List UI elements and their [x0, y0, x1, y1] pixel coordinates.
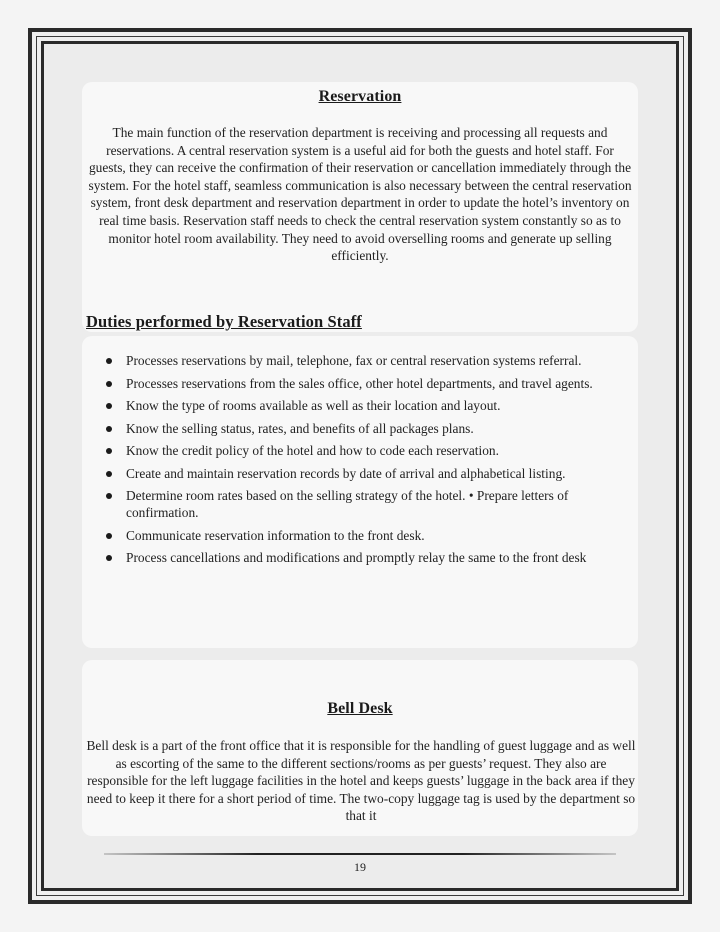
- list-item: [104, 549, 628, 566]
- list-item-text: Know the type of rooms available as well as their location and layout.: [126, 398, 501, 413]
- duties-list: [104, 352, 628, 572]
- footer-divider: [104, 853, 616, 855]
- bullet-icon: [106, 381, 112, 387]
- bullet-icon: [106, 403, 112, 409]
- list-item-text: Processes reservations from the sales office, other hotel departments, and travel agents.: [126, 375, 593, 391]
- bullet-icon: [106, 533, 112, 539]
- list-item-text: Know the selling status, rates, and benefits of all packages plans.: [126, 420, 474, 436]
- list-item-text: Create and maintain reservation records by date of arrival and alphabetical listing.: [126, 465, 566, 481]
- duties-heading: Duties performed by Reservation Staff: [86, 312, 362, 331]
- bell-desk-paragraph: Bell desk is a part of the front office that it is responsible for the handling of guest luggage and as well as escorting of the same to the different sections/rooms as per guests’ request. They also are responsible for the left luggage facilities in the hotel and keeps guests’ luggage in the back area if they need to keep it there for a short period of time. The two-copy luggage tag is used by the department so that it: [86, 738, 636, 824]
- list-item: [104, 465, 628, 482]
- bullet-icon: [106, 493, 112, 499]
- list-item-text: Know the credit policy of the hotel and how to code each reservation.: [126, 443, 499, 458]
- page-number: 19: [354, 860, 366, 874]
- list-item-text: Communicate reservation information to the front desk.: [126, 527, 425, 543]
- list-item: [104, 375, 628, 392]
- bullet-icon: [106, 471, 112, 477]
- list-item: [104, 420, 628, 437]
- bell-desk-heading: Bell Desk: [327, 700, 393, 717]
- reservation-heading: Reservation: [318, 88, 402, 105]
- list-item: [104, 352, 628, 369]
- list-item: [104, 527, 628, 544]
- bullet-icon: [106, 555, 112, 561]
- list-item: [104, 397, 628, 414]
- reservation-paragraph: The main function of the reservation department is receiving and processing all requests and reservations. A central reservation system is a useful aid for both the guests and hotel staff. For guests, they can receive the confirmation of their reservation or cancellation immediately through the system. For the hotel staff, seamless communication is also necessary between the central reservation system, front desk department and reservation department in order to update the hotel’s inventory on real time basis. Reservation staff needs to check the central reservation system constantly so as to monitor hotel room availability. They need to avoid overselling rooms and generate up selling efficiently.: [88, 125, 632, 264]
- bullet-icon: [106, 448, 112, 454]
- list-item: [104, 442, 628, 459]
- list-item: [104, 487, 628, 521]
- bullet-icon: [106, 426, 112, 432]
- list-item-text: Determine room rates based on the selling strategy of the hotel. • Prepare letters of confirmation.: [126, 488, 569, 520]
- list-item-text: Processes reservations by mail, telephone, fax or central reservation systems referral.: [126, 353, 582, 368]
- bullet-icon: [106, 358, 112, 364]
- list-item-text: Process cancellations and modifications and promptly relay the same to the front desk: [126, 550, 587, 565]
